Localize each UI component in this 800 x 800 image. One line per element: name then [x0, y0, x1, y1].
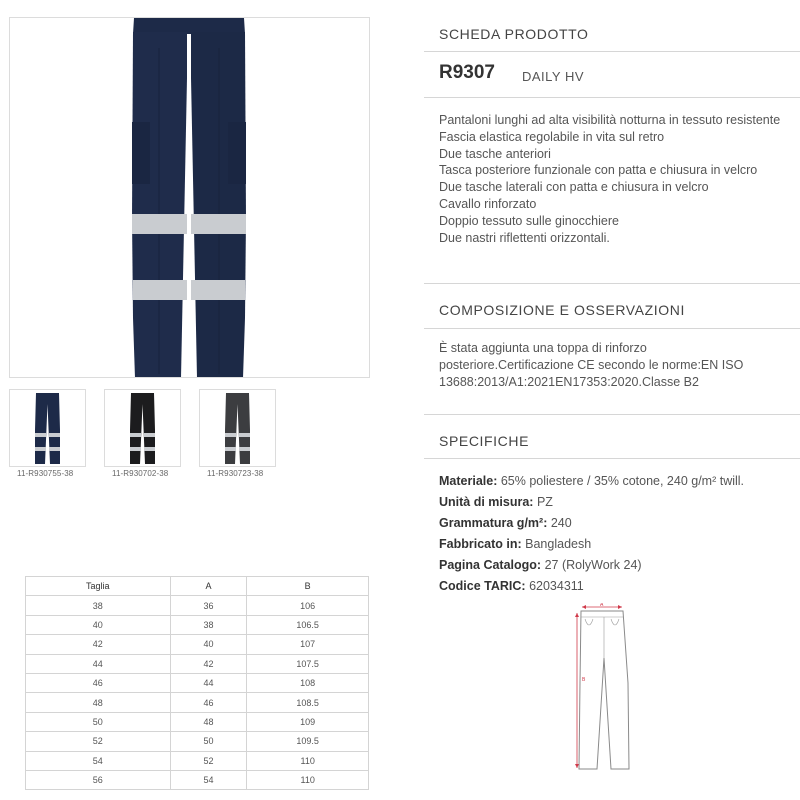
table-row — [26, 751, 369, 770]
product-name: DAILY HV — [522, 69, 585, 84]
measure-b-cell: 108.5 — [247, 693, 369, 712]
feature-list — [439, 112, 794, 246]
main-product-image[interactable] — [9, 17, 370, 378]
spec-value: PZ — [536, 494, 553, 509]
column-header-taglia: Taglia — [26, 577, 171, 596]
feature-item: Due tasche laterali con patta e chiusura in velcro — [439, 180, 709, 195]
variant-code: 11-R930702-38 — [112, 469, 169, 478]
size-cell: 42 — [26, 635, 171, 654]
trousers-grey-thumbnail-image — [200, 390, 275, 466]
spec-value: 240 — [550, 515, 572, 530]
measure-label-a: A — [600, 603, 604, 608]
size-cell: 54 — [26, 751, 171, 770]
feature-item: Due tasche anteriori — [439, 146, 551, 161]
table-row — [26, 770, 369, 789]
table-row — [26, 596, 369, 615]
spec-row — [439, 555, 744, 576]
divider — [424, 328, 800, 329]
spec-row — [439, 492, 744, 513]
spec-list — [439, 471, 744, 596]
measure-a-cell: 44 — [170, 673, 247, 692]
section-title-composizione: COMPOSIZIONE E OSSERVAZIONI — [439, 302, 685, 318]
measure-b-cell: 106.5 — [247, 615, 369, 634]
measure-a-cell: 46 — [170, 693, 247, 712]
size-table-header-row — [26, 577, 369, 596]
measure-label-b: B — [582, 677, 586, 683]
spec-label: Pagina Catalogo: — [439, 557, 542, 572]
measure-b-cell: 107.5 — [247, 654, 369, 673]
feature-item: Pantaloni lunghi ad alta visibilità notturna in tessuto resistente — [439, 113, 781, 127]
size-cell: 40 — [26, 615, 171, 634]
variant-thumbnail-navy[interactable] — [9, 389, 86, 467]
divider — [424, 51, 800, 52]
measure-a-cell: 50 — [170, 732, 247, 751]
composition-text: È stata aggiunta una toppa di rinforzo posteriore.Certificazione CE secondo le norme:EN ISO 13688:2013/A1:2021EN17353:2020.Classe B2 — [439, 341, 744, 389]
spec-row — [439, 576, 744, 597]
variant-code: 11-R930723-38 — [207, 469, 264, 478]
spec-row — [439, 471, 744, 492]
measure-a-cell: 52 — [170, 751, 247, 770]
spec-value: 62034311 — [529, 578, 584, 593]
size-cell: 52 — [26, 732, 171, 751]
feature-item: Due nastri riflettenti orizzontali. — [439, 230, 610, 245]
section-title-specifiche: SPECIFICHE — [439, 433, 530, 449]
measure-b-cell: 110 — [247, 751, 369, 770]
measure-b-cell: 109.5 — [247, 732, 369, 751]
trousers-navy-thumbnail-image — [10, 390, 85, 466]
size-table — [25, 576, 369, 790]
size-guide-diagram — [573, 603, 635, 775]
section-title-scheda: SCHEDA PRODOTTO — [439, 26, 589, 42]
variant-thumbnail-grey[interactable] — [199, 389, 276, 467]
spec-label: Codice TARIC: — [439, 578, 526, 593]
product-code: R9307 — [439, 62, 495, 83]
table-row — [26, 635, 369, 654]
feature-item: Fascia elastica regolabile in vita sul retro — [439, 129, 665, 144]
spec-value: 65% poliestere / 35% cotone, 240 g/m² twill. — [500, 474, 745, 488]
spec-label: Grammatura g/m²: — [439, 515, 548, 530]
column-header-b: B — [247, 577, 369, 596]
divider — [424, 414, 800, 415]
measure-a-cell: 40 — [170, 635, 247, 654]
measure-a-cell: 36 — [170, 596, 247, 615]
size-cell: 50 — [26, 712, 171, 731]
feature-item: Tasca posteriore funzionale con patta e chiusura in velcro — [439, 163, 758, 178]
size-cell: 44 — [26, 654, 171, 673]
measure-a-cell: 38 — [170, 615, 247, 634]
variant-thumbnail-black[interactable] — [104, 389, 181, 467]
measure-a-cell: 48 — [170, 712, 247, 731]
measure-b-cell: 110 — [247, 770, 369, 789]
measure-a-cell: 54 — [170, 770, 247, 789]
variant-code: 11-R930755-38 — [17, 469, 74, 478]
table-row — [26, 615, 369, 634]
trousers-navy-image — [10, 18, 369, 377]
trousers-black-thumbnail-image — [105, 390, 180, 466]
table-row — [26, 693, 369, 712]
spec-label: Fabbricato in: — [439, 536, 522, 551]
measure-b-cell: 108 — [247, 673, 369, 692]
size-cell: 56 — [26, 770, 171, 789]
column-header-a: A — [170, 577, 247, 596]
spec-label: Unità di misura: — [439, 494, 534, 509]
table-row — [26, 732, 369, 751]
feature-item: Cavallo rinforzato — [439, 196, 537, 211]
table-row — [26, 673, 369, 692]
size-cell: 38 — [26, 596, 171, 615]
measure-b-cell: 107 — [247, 635, 369, 654]
spec-row — [439, 534, 744, 555]
table-row — [26, 712, 369, 731]
divider — [424, 458, 800, 459]
measure-b-cell: 106 — [247, 596, 369, 615]
measure-b-cell: 109 — [247, 712, 369, 731]
spec-row — [439, 513, 744, 534]
measure-a-cell: 42 — [170, 654, 247, 673]
divider — [424, 97, 800, 98]
size-cell: 46 — [26, 673, 171, 692]
feature-item: Doppio tessuto sulle ginocchiere — [439, 213, 619, 228]
divider — [424, 283, 800, 284]
size-cell: 48 — [26, 693, 171, 712]
spec-value: Bangladesh — [525, 536, 592, 551]
spec-label: Materiale: — [439, 474, 498, 488]
table-row — [26, 654, 369, 673]
spec-value: 27 (RolyWork 24) — [544, 557, 642, 572]
